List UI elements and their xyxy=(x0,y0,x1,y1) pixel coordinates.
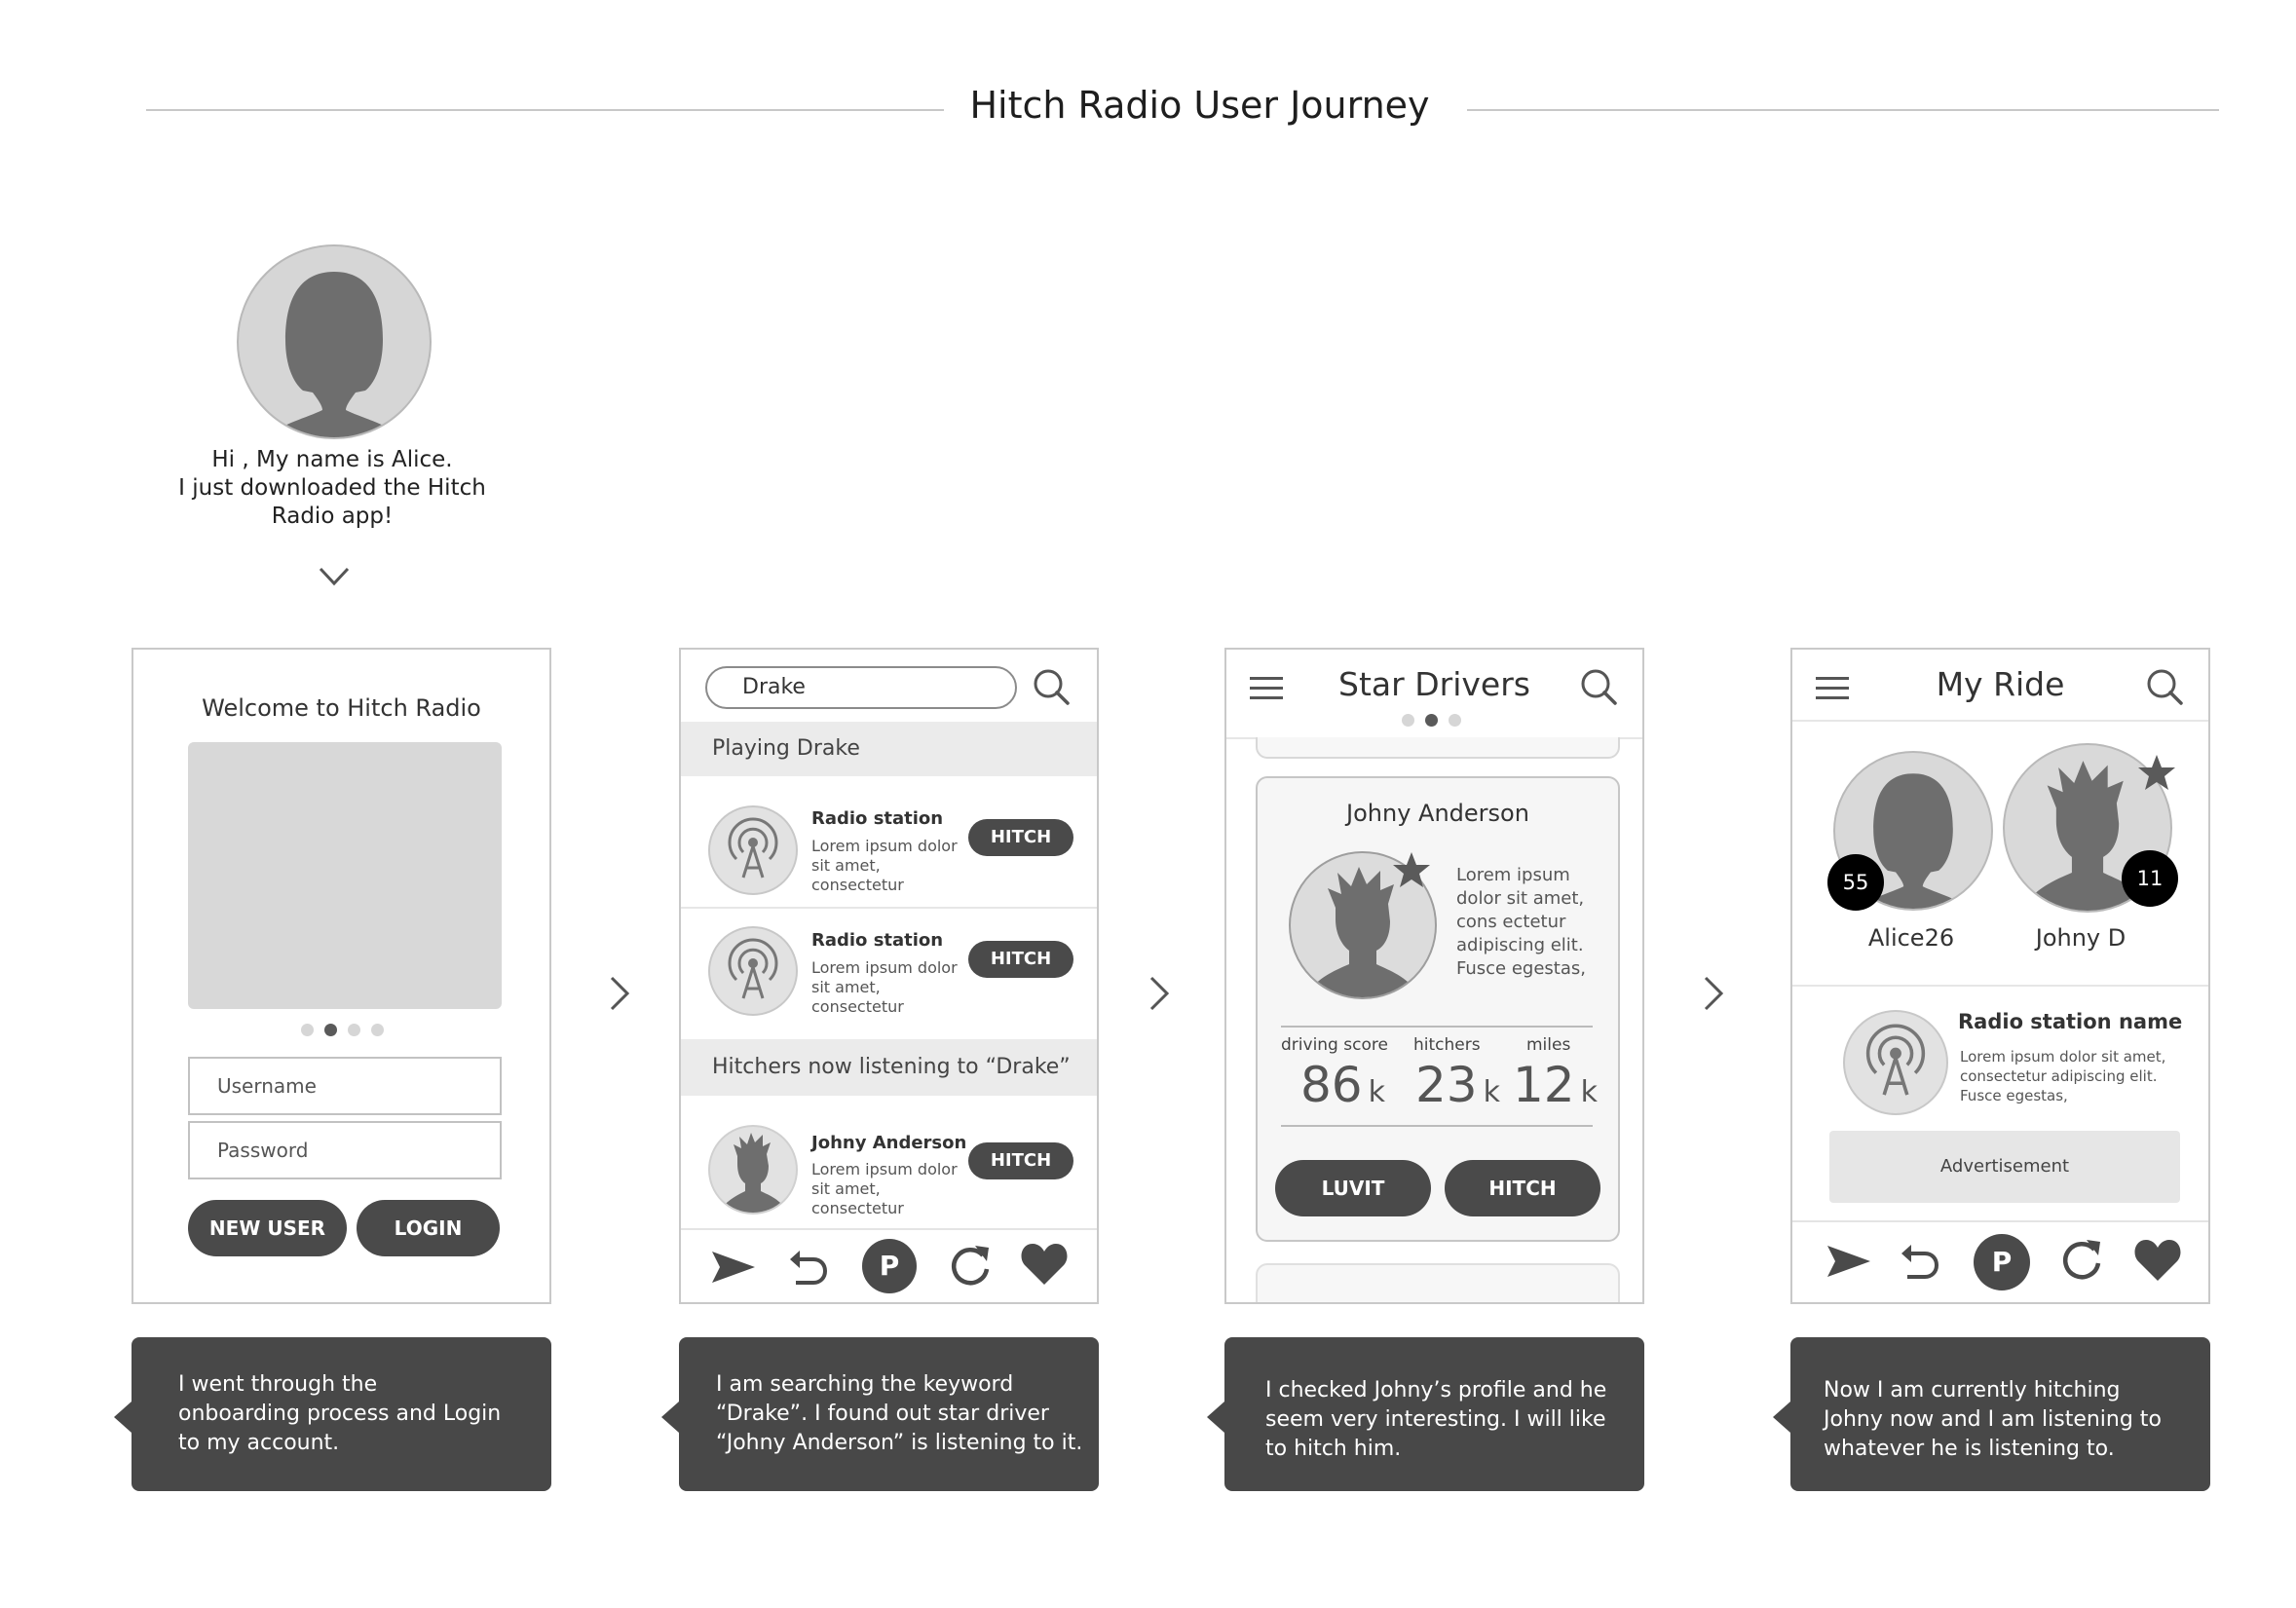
stat-label: hitchers xyxy=(1413,1035,1481,1055)
result-desc-line: Lorem ipsum dolor xyxy=(811,837,958,855)
stat-unit: k xyxy=(1368,1075,1385,1109)
stat-label: miles xyxy=(1526,1035,1571,1055)
username-field[interactable]: Username xyxy=(188,1057,502,1115)
stat-label: driving score xyxy=(1281,1035,1388,1055)
carousel-dot[interactable] xyxy=(1449,714,1461,727)
stat-miles xyxy=(1513,1057,1598,1113)
refresh-icon[interactable] xyxy=(2057,1236,2106,1285)
hitcher-desc-line: Lorem ipsum dolor xyxy=(811,1160,958,1178)
bottom-toolbar xyxy=(1792,1220,2208,1302)
carousel-dot[interactable] xyxy=(348,1024,360,1036)
carousel-dot[interactable] xyxy=(301,1024,314,1036)
parking-button[interactable] xyxy=(1974,1234,2030,1290)
result-desc-line: sit amet, consectetur xyxy=(811,856,904,894)
persona-line: Radio app! xyxy=(271,504,394,529)
driver-badge: 11 xyxy=(2122,850,2178,907)
caption-line: I am searching the keyword xyxy=(716,1372,1014,1397)
send-icon[interactable] xyxy=(1826,1242,1872,1281)
star-drivers-title: Star Drivers xyxy=(1338,665,1530,703)
caption-search xyxy=(679,1337,1099,1491)
password-field[interactable]: Password xyxy=(188,1121,502,1179)
search-icon[interactable] xyxy=(2145,667,2184,706)
chevron-down-icon xyxy=(318,565,351,588)
alice-avatar xyxy=(237,244,432,439)
caption-line: onboarding process and Login xyxy=(178,1402,502,1426)
screen-search xyxy=(679,648,1099,1304)
caption-line: “Drake”. I found out star driver xyxy=(716,1402,1049,1426)
stat-value: 23 xyxy=(1415,1057,1478,1113)
hitcher-desc-line: sit amet, consectetur xyxy=(811,1179,904,1217)
section-divider xyxy=(1792,985,2208,987)
caption-text xyxy=(716,1370,1096,1458)
hitch-button[interactable]: HITCH xyxy=(1445,1160,1600,1216)
caption-my-ride xyxy=(1790,1337,2210,1491)
next-card-peek xyxy=(1256,1263,1620,1304)
star-icon xyxy=(2135,753,2178,794)
caption-star-drivers xyxy=(1224,1337,1644,1491)
title-rule-left xyxy=(146,109,944,111)
driver-avatar[interactable] xyxy=(708,1125,798,1215)
previous-card-peek xyxy=(1256,737,1620,759)
heart-icon[interactable] xyxy=(1020,1242,1069,1287)
carousel-dot[interactable] xyxy=(371,1024,384,1036)
caption-line: “Johny Anderson” is listening to it. xyxy=(716,1431,1083,1455)
playing-header: Playing Drake xyxy=(681,722,1097,776)
bio-line: dolor sit amet, xyxy=(1456,888,1585,909)
undo-icon[interactable] xyxy=(786,1246,829,1289)
bio-line: Fusce egestas, xyxy=(1456,958,1586,979)
driver-name: Johny D xyxy=(2035,924,2127,952)
carousel-dots[interactable] xyxy=(1402,714,1461,727)
driver-card[interactable] xyxy=(1256,776,1620,1242)
bio-line: adipiscing elit. xyxy=(1456,935,1584,955)
carousel-dot[interactable] xyxy=(1402,714,1414,727)
stat-value: 86 xyxy=(1300,1057,1363,1113)
radio-station-avatar[interactable] xyxy=(1843,1010,1948,1115)
male-silhouette-icon xyxy=(710,1127,796,1213)
result-title: Radio station xyxy=(811,930,944,951)
station-desc-line: Lorem ipsum dolor sit amet, xyxy=(1960,1048,2166,1066)
caption-line: Johny now and I am listening to xyxy=(1824,1407,2162,1432)
stats-divider-bottom xyxy=(1281,1125,1593,1127)
hitch-button[interactable]: HITCH xyxy=(968,819,1073,856)
refresh-icon[interactable] xyxy=(946,1242,995,1290)
caption-text xyxy=(178,1370,539,1458)
radio-station-avatar[interactable] xyxy=(708,805,798,895)
persona-line: Hi , My name is Alice. xyxy=(211,447,453,472)
caption-text xyxy=(1824,1376,2184,1464)
new-user-button[interactable]: NEW USER xyxy=(188,1200,347,1256)
send-icon[interactable] xyxy=(710,1248,757,1287)
bio-line: cons ectetur xyxy=(1456,912,1566,932)
parking-icon: P xyxy=(879,1250,900,1282)
screen-star-drivers xyxy=(1224,648,1644,1304)
result-desc xyxy=(811,958,967,1017)
header-divider xyxy=(1792,720,2208,722)
parking-button[interactable] xyxy=(862,1239,917,1293)
station-desc-line: Fusce egestas, xyxy=(1960,1087,2068,1104)
result-desc-line: Lorem ipsum dolor xyxy=(811,958,958,977)
page-title: Hitch Radio User Journey xyxy=(969,84,1430,127)
search-icon[interactable] xyxy=(1032,667,1071,706)
chevron-right-icon xyxy=(1702,974,1725,1013)
caption-line: to my account. xyxy=(178,1431,340,1455)
row-divider xyxy=(681,907,1097,909)
advertisement-banner[interactable]: Advertisement xyxy=(1829,1131,2180,1203)
female-silhouette-icon xyxy=(239,246,430,437)
title-rule-right xyxy=(1467,109,2219,111)
onboarding-image xyxy=(188,742,502,1009)
persona-line: I just downloaded the Hitch xyxy=(178,475,486,501)
rider-badge: 55 xyxy=(1827,854,1884,911)
chevron-right-icon xyxy=(608,974,631,1013)
station-desc xyxy=(1960,1047,2194,1105)
carousel-dot-active[interactable] xyxy=(1425,714,1438,727)
luvit-button[interactable]: LUVIT xyxy=(1275,1160,1431,1216)
station-title: Radio station name xyxy=(1958,1010,2183,1033)
search-icon[interactable] xyxy=(1579,667,1618,706)
screen-login xyxy=(132,648,551,1304)
carousel-dot-active[interactable] xyxy=(324,1024,337,1036)
station-desc-line: consectetur adipiscing elit. xyxy=(1960,1067,2158,1085)
bio-line: Lorem ipsum xyxy=(1456,865,1570,885)
radio-tower-icon xyxy=(710,928,796,1014)
welcome-title: Welcome to Hitch Radio xyxy=(202,694,481,722)
my-ride-title: My Ride xyxy=(1936,665,2065,703)
rider-name: Alice26 xyxy=(1867,924,1955,952)
search-input[interactable]: Drake xyxy=(705,666,1017,709)
driver-bio xyxy=(1456,864,1593,981)
stat-unit: k xyxy=(1483,1075,1500,1109)
radio-tower-icon xyxy=(1845,1012,1946,1113)
stat-unit: k xyxy=(1580,1075,1598,1109)
stat-driving-score xyxy=(1300,1057,1385,1113)
caption-line: I went through the xyxy=(178,1372,378,1397)
caption-line: to hitch him. xyxy=(1265,1437,1402,1461)
hitchers-header: Hitchers now listening to “Drake” xyxy=(681,1039,1097,1096)
chevron-right-icon xyxy=(1148,974,1171,1013)
undo-icon[interactable] xyxy=(1898,1240,1940,1283)
caption-text xyxy=(1265,1376,1626,1464)
carousel-dots[interactable] xyxy=(301,1024,384,1036)
login-button[interactable]: LOGIN xyxy=(357,1200,500,1256)
hitcher-desc xyxy=(811,1160,967,1218)
star-icon xyxy=(1390,850,1433,891)
radio-tower-icon xyxy=(710,807,796,893)
hitch-button[interactable]: HITCH xyxy=(968,941,1073,978)
caption-line: whatever he is listening to. xyxy=(1824,1437,2115,1461)
result-desc-line: sit amet, consectetur xyxy=(811,978,904,1016)
hitcher-name: Johny Anderson xyxy=(811,1133,967,1153)
result-title: Radio station xyxy=(811,808,944,829)
caption-line: I checked Johny’s profile and he xyxy=(1265,1378,1607,1402)
caption-line: Now I am currently hitching xyxy=(1824,1378,2121,1402)
bottom-toolbar xyxy=(681,1228,1097,1302)
screen-my-ride xyxy=(1790,648,2210,1304)
persona-intro xyxy=(156,446,508,531)
stats-divider-top xyxy=(1281,1026,1593,1028)
hitch-button[interactable]: HITCH xyxy=(968,1142,1073,1179)
heart-icon[interactable] xyxy=(2133,1238,2182,1283)
stat-value: 12 xyxy=(1513,1057,1575,1113)
result-desc xyxy=(811,837,967,895)
caption-login xyxy=(132,1337,551,1491)
caption-line: seem very interesting. I will like xyxy=(1265,1407,1606,1432)
radio-station-avatar[interactable] xyxy=(708,926,798,1016)
stat-hitchers xyxy=(1415,1057,1500,1113)
driver-name: Johny Anderson xyxy=(1346,800,1529,827)
parking-icon: P xyxy=(1991,1246,2013,1278)
